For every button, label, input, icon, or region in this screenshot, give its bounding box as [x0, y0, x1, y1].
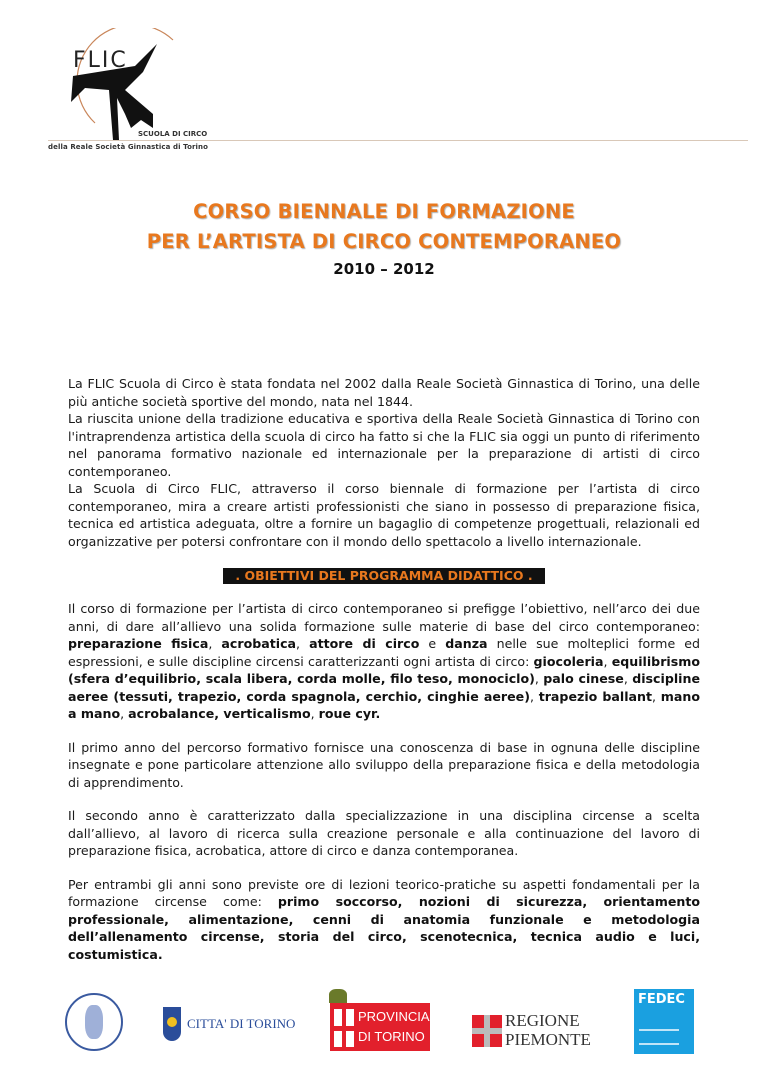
bold-text: trapezio ballant	[538, 688, 653, 704]
bold-text: danza	[445, 636, 488, 651]
text: ,	[529, 688, 539, 704]
paragraph-1	[68, 600, 700, 723]
document-body	[68, 375, 700, 1069]
text: ,	[296, 636, 310, 651]
bold-text: palo cinese	[543, 671, 624, 686]
text: La riuscita unione della tradizione educativa e sportiva della Reale Società Ginnastica di Torino con l'intraprendenza artistica della scuola di circo ha fatto si che la FLIC sia oggi un punto di riferimento nel panorama formativo nazionale ed internazionale per la preparazione di artisti di circo contemporaneo.	[68, 411, 700, 479]
text: Il corso di formazione per l’artista di circo contemporaneo si prefigge l’obiettivo, nell’arco dei due anni, di dare all’allievo una solida formazione sulle materie di base del circo contemporaneo:	[68, 601, 700, 634]
title-line2: PER L’ARTISTA DI CIRCO CONTEMPORANEO	[146, 230, 622, 253]
title-years: 2010 – 2012	[333, 260, 435, 278]
text: Il secondo anno è caratterizzato dalla specializzazione in una disciplina circense a scelta dall’allievo, al lavoro di ricerca sulla creazione personale e alla continuazione del lavoro di preparazione fisica, acrobatica, attore di circo e danza contemporanea.	[68, 808, 700, 858]
bold-text: discipline aeree (tessuti, trapezio, corda spagnola, cerchio, cinghie aeree)	[68, 671, 700, 704]
text: Per entrambi gli anni sono previste ore di lezioni teorico-pratiche su aspetti fondamentali per la formazione circense come:	[68, 876, 700, 909]
header-divider	[48, 140, 748, 141]
bold-text: primo soccorso, nozioni di sicurezza, orientamento professionale, alimentazione, cenni di anatomia funzionale e metodologia dell’allenamento circense, storia del circo, scenotecnica, tecnica audio e luci, costumistica.	[68, 894, 701, 962]
text: ,	[310, 706, 319, 721]
text: La Scuola di Circo FLIC, attraverso il corso biennale di formazione per l’artista di circo contemporaneo, mira a creare artisti professionisti che siano in possesso di preparazione fisica, tecnica ed artistica adeguata, oltre a fornire un bagaglio di competenze progettuali, relazionali ed organizzative per potersi confrontare con il mondo dello spettacolo a livello internazionale.	[68, 481, 700, 549]
bold-text: attore di circo	[309, 636, 420, 651]
text: ,	[652, 688, 661, 704]
bold-text: mano a mano	[68, 688, 701, 721]
citta-torino-logo: CITTA' DI TORINO	[163, 1007, 295, 1041]
text: ,	[623, 671, 633, 686]
seal-logo	[65, 993, 123, 1051]
text: nelle sue molteplici forme ed espressioni, e sulle discipline circensi caratterizzanti ogni artista di circo:	[68, 636, 700, 669]
cross-icon	[472, 1015, 502, 1047]
bold-text: acrobatica	[221, 636, 297, 651]
logo-line1: SCUOLA DI CIRCO	[138, 130, 208, 138]
text: Il primo anno del percorso formativo fornisce una conoscenza di base in ognuna delle discipline insegnate e pone particolare attenzione allo sviluppo della preparazione fisica e della metodologia di apprendimento.	[68, 739, 700, 790]
text: e	[419, 636, 446, 651]
text: ,	[120, 706, 129, 721]
text: ,	[208, 636, 222, 651]
shield-icon	[163, 1007, 181, 1041]
logo-line2: della Reale Società Ginnastica di Torino	[48, 143, 209, 151]
intro-text	[68, 375, 700, 550]
paragraph-4	[68, 876, 700, 964]
intro-paragraph	[68, 480, 700, 550]
bold-text: preparazione fisica	[68, 636, 209, 651]
title-line1: CORSO BIENNALE DI FORMAZIONE	[193, 200, 575, 223]
bold-text: giocoleria	[533, 653, 604, 669]
bold-text: equilibrismo (sfera d’equilibrio, scala libera, corda molle, filo teso, monociclo)	[68, 653, 700, 686]
paragraph-3	[68, 807, 700, 860]
provincia-torino-logo: PROVINCIA DI TORINO	[330, 1003, 430, 1051]
text: La FLIC Scuola di Circo è stata fondata nel 2002 dalla Reale Società Ginnastica di Torino, una delle più antiche società sportive del mondo, nata nel 1844.	[68, 376, 700, 409]
intro-paragraph	[68, 375, 700, 410]
text: ,	[603, 653, 612, 669]
regione-piemonte-logo: REGIONE PIEMONTE	[472, 1013, 596, 1049]
text: ,	[534, 671, 544, 686]
intro-paragraph	[68, 410, 700, 480]
cross-icon	[334, 1009, 354, 1047]
logo-text: FLIC	[73, 48, 128, 73]
section-heading: . OBIETTIVI DEL PROGRAMMA DIDATTICO .	[223, 568, 545, 584]
bold-text: acrobalance, verticalismo	[128, 706, 311, 721]
bold-text: roue cyr.	[318, 706, 381, 721]
paragraph-2	[68, 739, 700, 792]
partner-logos	[68, 989, 700, 1059]
fedec-logo: FEDEC	[634, 989, 694, 1054]
